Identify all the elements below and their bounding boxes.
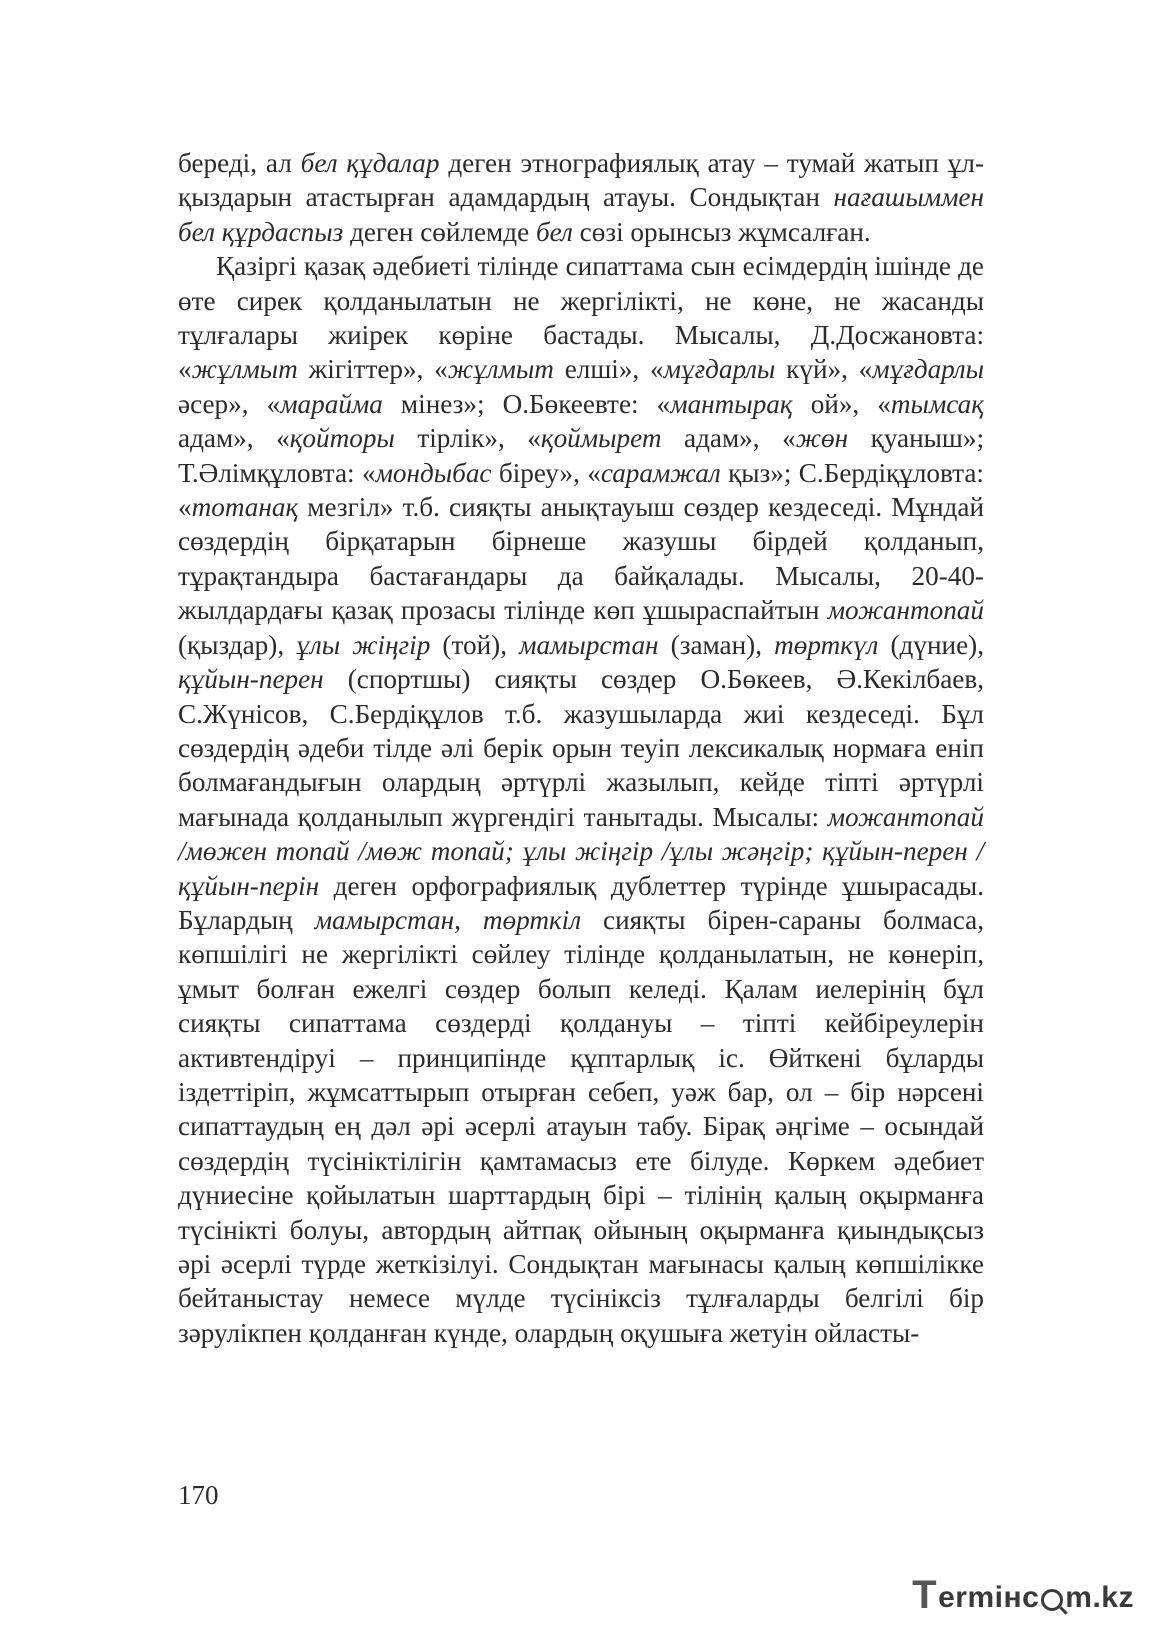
watermark-t-letter: T	[912, 1573, 938, 1617]
paragraph-2: Қазіргі қазақ әдебиеті тілінде сипаттама сын есімдердің ішінде де өте сирек қолданылатын не жергілікті, не көне, не жасанды тұлғалары жиірек көріне бастады. Мысалы, Д.Досжановта: «жұлмыт жігіттер», «жұлмыт елші», «мұғдарлы күй», «мұғдарлы әсер», «марайма мінез»; О.Бөкеевте: «мантырақ ой», «тымсақ адам», «қойторы тірлік», «қоймырет адам», «жөн қуаныш»; Т.Әлімқұловта: «мондыбас біреу», «сарамжал қыз»; С.Бердіқұловта: «тотанақ мезгіл» т.б. сияқты анықтауыш сөздер кездеседі. Мұндай сөздердің бірқатарын бірнеше жазушы бірдей қолданып, тұрақтандыра бастағандары да байқалады. Мысалы, 20-40-жылдардағы қазақ прозасы тілінде көп ұшыраспайтын можантопай (қыздар), ұлы жіңгір (той), мамырстан (заман), төрткүл (дүние), құйын-перен (спортшы) сияқты сөздер О.Бөкеев, Ә.Кекілбаев, С.Жүнісов, С.Бердіқұлов т.б. жазушыларда жиі кездеседі. Бұл сөздердің әдеби тілде әлі берік орын теуіп лексикалық нормаға еніп болмағандығын олардың әртүрлі жазылып, кейде тіпті әртүрлі мағынада қолданылып жүргендігі танытады. Мысалы: можантопай /мөжен топай /мөж топай; ұлы жіңгір /ұлы жәңгір; құйын-перен / құйын-перін деген орфографиялық дублеттер түрінде ұшырасады. Бұлардың мамырстан, төрткіл сияқты бірен-сараны болмаса, көпшілігі не жергілікті сөйлеу тілінде қолданылатын, не көнеріп, ұмыт болған ежелгі сөздер болып келеді. Қалам иелерінің бұл сияқты сипаттама сөздерді қолдануы – тіпті кейбіреулерін активтендіруі – принципінде құптарлық іс. Өйткені бұларды іздеттіріп, жұмсаттырып отырған себеп, уәж бар, ол – бір нәрсені сипаттаудың ең дәл әрі әсерлі атауын табу. Бірақ әңгіме – осындай сөздердің түсініктілігін қамтамасыз ете білуде. Көркем әдебиет дүниесіне қойылатын шарттардың бірі – тілінің қалың оқырманға түсінікті болуы, автордың айтпақ ойының оқырманға қиындықсыз әрі әсерлі түрде жеткізілуі. Сондықтан мағынасы қалың көпшілікке бейтаныстау немесе мүлде түсініксіз тұлғаларды белгілі бір зәрулікпен қолданған күнде, олардың оқушыға жетуін ойласты-	[178, 251, 985, 1348]
watermark-text-part2: m.kz	[1065, 1581, 1134, 1614]
paragraph-1: береді, ал бел құдалар деген этнографиялық атау – тумай жатып ұл-қыздарын атастырған адамдардың атауы. Сондықтан нағашыммен бел құрдаспыз деген сөйлемде бел сөзі орынсыз жұмсалған.	[178, 148, 984, 247]
watermark-text-part1: ermінc	[938, 1581, 1040, 1614]
magnifier-icon	[1041, 1589, 1063, 1611]
page-number: 170	[178, 1480, 219, 1510]
page-body	[178, 146, 984, 1350]
termincom-watermark-logo	[912, 1569, 1134, 1615]
